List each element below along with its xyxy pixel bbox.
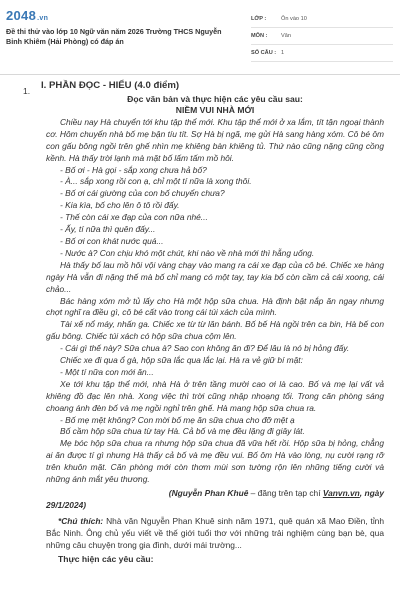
meta-key: LỚP : [251, 16, 267, 22]
dialogue-line: - Ấy, tí nữa thì quên đấy... [60, 224, 156, 235]
dialogue-line: - Kia kìa, bố cho lên ô tô rồi đấy. [60, 200, 180, 211]
meta-row-subject [251, 28, 393, 45]
dialogue-line: - Bố ơi cái giường của con bố chuyển chưa? [60, 188, 225, 199]
story-paragraph: Xe tới khu tập thể mới, nhà Hà ở trên tầng mười cao ơi là cao. Bố và mẹ lại vất vả khiêng đồ đạc lên nhà. Xong việc thì trời cũng nhập nhoạng tối. Trong căn phòng sáng choang ánh đèn bố và mẹ ngồi nghỉ trên ghế. Hà mang hộp sữa chua ra. [46, 378, 384, 413]
meta-key: SỐ CÂU : [251, 50, 277, 56]
story-paragraph: Hà thấy bố lau mồ hôi vội vàng chạy vào mang ra cái xe đạp của cô bé. Chiếc xe hàng ngày Hà vẫn đi nặng thế mà bố chỉ mang có một tay, tay kia bố còn cầm cả cái xoong, cái chảo... [46, 259, 384, 294]
dialogue-line: - Nước à? Con chịu khó một chút, khi nào về nhà mới thì hẵng uống. [60, 247, 315, 258]
site-logo[interactable] [6, 8, 48, 23]
story-source [46, 488, 384, 512]
story-paragraph: Tài xế nổ máy, nhấn ga. Chiếc xe từ từ lăn bánh. Bố bế Hà ngồi trên ca bin, Hà bế con gấu bông. Chiếc túi xách có hộp sữa chua cộm lên. [46, 319, 384, 342]
source-author: (Nguyễn Phan Khuê [168, 488, 249, 498]
story-body [46, 117, 384, 486]
source-date: 29/1/2024) [46, 499, 87, 510]
exam-meta [251, 11, 393, 62]
story-title: NIỀM VUI NHÀ MỚI [175, 104, 255, 115]
dialogue-line: - Bố ơi - Hà gọi - sắp xong chưa hả bố? [60, 164, 207, 175]
meta-row-class [251, 11, 393, 28]
story-paragraph: Chiếc xe đi qua ổ gà, hộp sữa lắc qua lắc lại. Hà ra vẻ giữ bí mật: [60, 355, 303, 366]
meta-row-count [251, 45, 393, 62]
source-end: , ngày [359, 488, 384, 498]
header-divider [0, 74, 400, 75]
dialogue-line: - Bố mẹ mệt không? Con mời bố mẹ ăn sữa chua cho đỡ mệt ạ [60, 414, 295, 425]
note-text: Nhà văn Nguyễn Phan Khuê sinh năm 1971, quê quán xã Mao Điền, tỉnh Bắc Ninh. Ông chủ yếu viết về thế giới tuổi thơ với những trải nghiệm cùng bạn bè, qua những câu chuyện trong gia đình, dưới mái trường... [46, 515, 384, 550]
dialogue-line: - Một tí nữa con mới ăn... [60, 366, 154, 377]
logo-suffix: .vn [37, 15, 49, 22]
task-title: Đọc văn bản và thực hiện các yêu cầu sau: [127, 93, 303, 104]
requirements-heading: Thực hiện các yêu cầu: [58, 553, 154, 564]
exam-title: Đề thi thử vào lớp 10 Ngữ văn năm 2026 Trường THCS Nguyễn Bỉnh Khiêm (Hải Phòng) có đáp án [6, 27, 222, 46]
author-note [46, 516, 384, 552]
dialogue-line: - Bố ơi con khát nước quá... [60, 235, 164, 246]
source-mid: – đăng trên tạp chí [248, 488, 323, 498]
story-paragraph: Mẹ bóc hộp sữa chua ra nhưng hộp sữa chua đã vữa hết rồi. Hộp sữa bị hỏng, chẳng ai ăn được tí gì nhưng Hà thấy cả bố và mẹ đều vui. Bố ôm Hà vào lòng, nụ cười rạng rỡ trên khuôn mặt. Căn phòng mới còn thơm mùi sơn tường rộn lên những tiếng cười và những ánh mắt yêu thương. [46, 438, 384, 485]
meta-value: Văn [281, 33, 291, 39]
dialogue-line: - À... sắp xong rồi con ạ, chỉ một tí nữa là xong thôi. [60, 176, 252, 187]
section-title: I. PHẦN ĐỌC - HIỂU (4.0 điểm) [41, 80, 180, 91]
story-paragraph: Bác hàng xóm mở tủ lấy cho Hà một hộp sữa chua. Hà định bật nắp ăn ngay nhưng chợt nghĩ ra điều gì, cô bé cất vào trong cái túi xách của mình. [46, 295, 384, 318]
story-paragraph: Bố cầm hộp sữa chua từ tay Hà. Cả bố và mẹ đều lặng đi giây lát. [60, 426, 305, 437]
meta-value: 1 [281, 50, 285, 56]
question-content [41, 80, 384, 565]
header [0, 0, 400, 66]
source-line [46, 488, 384, 500]
logo-text: 2048 [6, 8, 37, 23]
dialogue-line: - Thế còn cái xe đạp của con nữa nhé... [60, 212, 208, 223]
note-label: *Chú thích: [58, 515, 104, 526]
source-site: Vanvn.vn [322, 488, 360, 498]
meta-key: MÔN : [251, 33, 268, 39]
meta-value: Ôn vào 10 [281, 16, 307, 22]
story-paragraph: Chiều nay Hà chuyển tới khu tập thể mới. Khu tập thể mới ở xa lắm, tít tận ngoại thành cơ. Hôm chuyển nhà bố mẹ bận tíu tít. Sợ Hà bị ngã, mẹ gửi Hà sang hàng xóm. Cô bé ôm con gấu bông ngồi trên ghế nhìn mẹ khiêng bàn khiêng tủ. Thứ nào cũng nặng cũng cồng kềnh. Hà thấy trời lạnh mà mặt bố lấm tấm mồ hôi. [46, 116, 384, 163]
dialogue-line: - Cái gì thế này? Sữa chua à? Sao con không ăn đi? Để lâu là nó bị hỏng đấy. [60, 343, 350, 354]
question-number: 1. [23, 86, 31, 96]
